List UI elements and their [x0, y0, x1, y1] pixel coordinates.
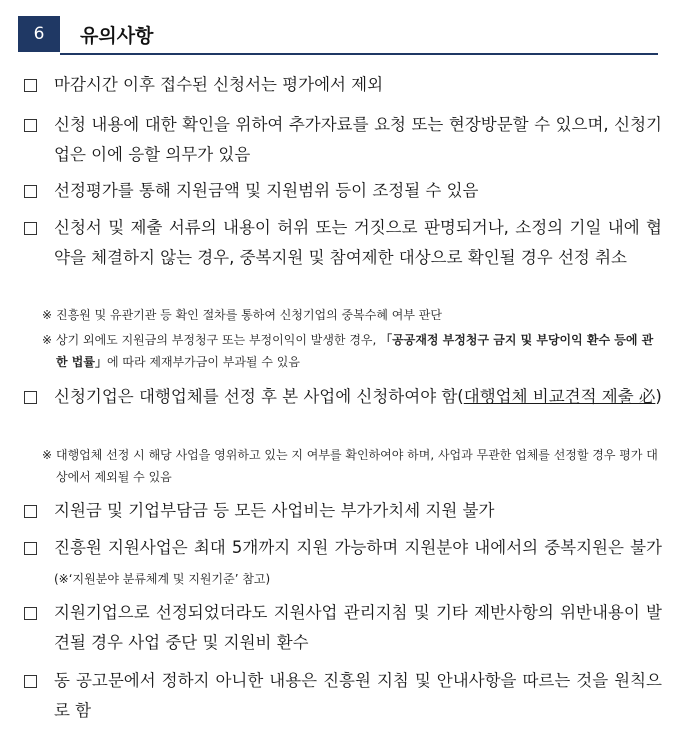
note: [42, 444, 660, 488]
checkbox-icon: [24, 119, 37, 132]
checkbox-icon: [24, 79, 37, 92]
header-rule: [60, 53, 658, 55]
checkbox-icon: [24, 607, 37, 620]
checkbox-icon: [24, 542, 37, 555]
note-mark: ※: [42, 308, 53, 322]
list-item: [24, 598, 662, 658]
list-item: [24, 382, 662, 412]
checkbox-icon: [24, 185, 37, 198]
list-item: [24, 496, 662, 526]
list-item: [24, 666, 662, 726]
note-mark: ※: [42, 333, 53, 347]
item-text: 신청서 및 제출 서류의 내용이 허위 또는 거짓으로 판명되거나, 소정의 기일 내에 협약을 체결하지 않는 경우, 중복지원 및 참여제한 대상으로 확인될 경우 선정 취소: [54, 218, 662, 267]
list-item: [24, 213, 662, 273]
underlined-requirement: 대행업체 비교견적 제출 必: [463, 387, 656, 406]
law-name: 「공공재정 부정청구 금지 및 부당이익 환수 등에 관한 법률」: [56, 333, 654, 369]
list-item: [24, 176, 662, 206]
note-text: 상기 외에도 지원금의 부정청구 또는 부정이익이 발생한 경우, 「공공재정 부정청구 금지 및 부당이익 환수 등에 관한 법률」에 따라 제재부가금이 부과될 수 있음: [56, 333, 654, 369]
section-title: 유의사항: [80, 25, 154, 47]
note: [42, 329, 660, 373]
note: [42, 304, 660, 326]
section-header: [18, 16, 658, 56]
item-text: 동 공고문에서 정하지 아니한 내용은 진흥원 지침 및 안내사항을 따르는 것을 원칙으로 함: [54, 671, 662, 720]
reference-note: (※‘지원분야 분류체계 및 지원기준’ 참고): [54, 572, 271, 586]
checkbox-icon: [24, 675, 37, 688]
item-text: 지원기업으로 선정되었더라도 지원사업 관리지침 및 기타 제반사항의 위반내용이 발견될 경우 사업 중단 및 지원비 환수: [54, 603, 662, 652]
list-item: [24, 533, 662, 594]
note-text: 진흥원 및 유관기관 등 확인 절차를 통하여 신청기업의 중복수혜 여부 판단: [56, 308, 442, 322]
section-number: 6: [18, 16, 60, 52]
checkbox-icon: [24, 391, 37, 404]
checkbox-icon: [24, 222, 37, 235]
item-text: 진흥원 지원사업은 최대 5개까지 지원 가능하며 지원분야 내에서의 중복지원은 불가 (※‘지원분야 분류체계 및 지원기준’ 참고): [54, 538, 662, 586]
item-text: 선정평가를 통해 지원금액 및 지원범위 등이 조정될 수 있음: [54, 181, 479, 200]
list-item: [24, 110, 662, 170]
item-text: 신청 내용에 대한 확인을 위하여 추가자료를 요청 또는 현장방문할 수 있으며, 신청기업은 이에 응할 의무가 있음: [54, 115, 662, 164]
list-item: [24, 70, 662, 100]
checkbox-icon: [24, 505, 37, 518]
item-text: 지원금 및 기업부담금 등 모든 사업비는 부가가치세 지원 불가: [54, 501, 495, 520]
item-text: 마감시간 이후 접수된 신청서는 평가에서 제외: [54, 75, 384, 94]
item-text: 신청기업은 대행업체를 선정 후 본 사업에 신청하여야 함(대행업체 비교견적 제출 必): [54, 387, 662, 406]
note-mark: ※: [42, 448, 53, 462]
note-text: 대행업체 선정 시 해당 사업을 영위하고 있는 지 여부를 확인하여야 하며, 사업과 무관한 업체를 선정할 경우 평가 대상에서 제외될 수 있음: [56, 448, 658, 484]
